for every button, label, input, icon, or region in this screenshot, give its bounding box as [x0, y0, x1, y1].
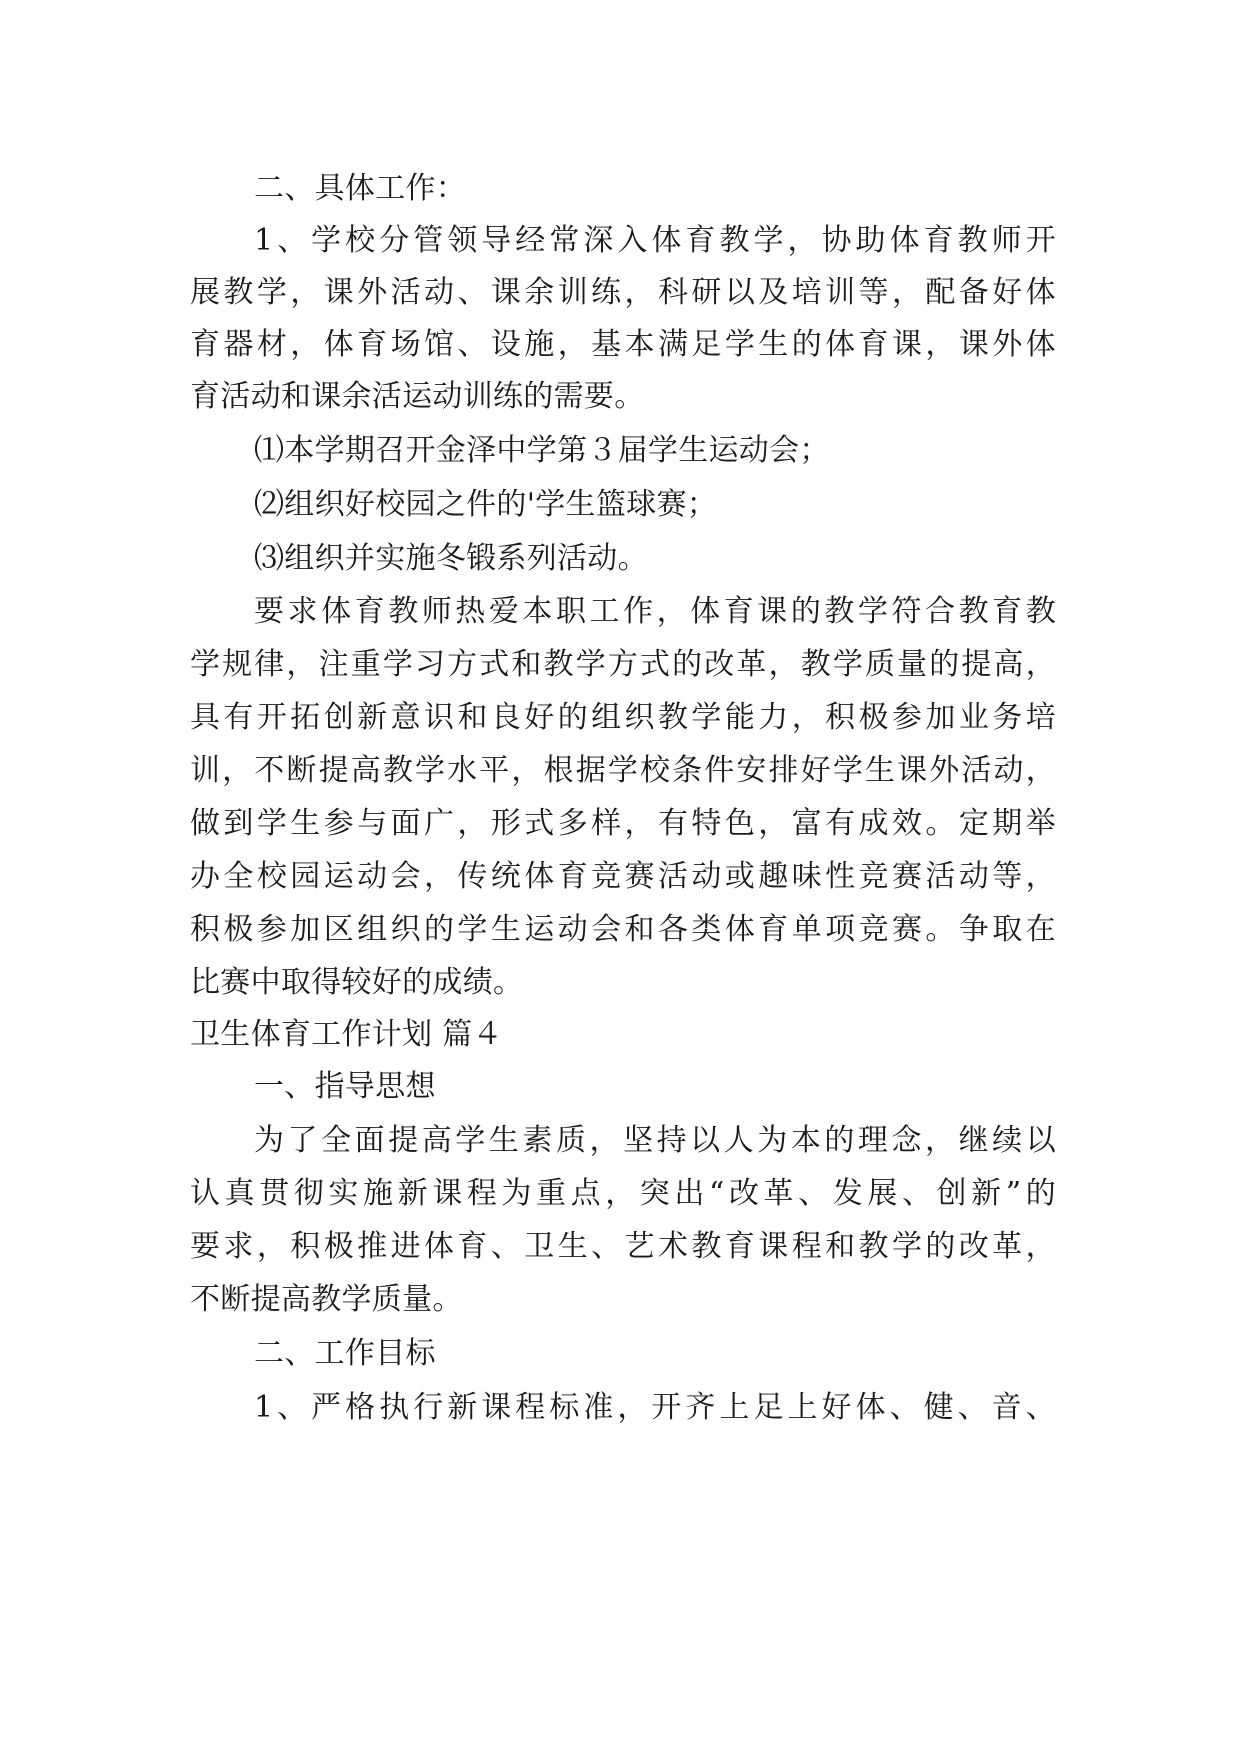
paragraph-line: 1、严格执行新课程标准，开齐上足上好体、健、音、: [254, 1390, 1056, 1425]
paragraph-line: 具有开拓创新意识和良好的组织教学能力，积极参加业务培: [190, 700, 1056, 735]
paragraph-line: 训，不断提高教学水平，根据学校条件安排好学生课外活动，: [190, 753, 1056, 788]
paragraph-line: 做到学生参与面广，形式多样，有特色，富有成效。定期举: [190, 806, 1056, 841]
list-item: ⑴本学期召开金泽中学第３届学生运动会；: [254, 433, 830, 468]
document-page: [190, 160, 1056, 1600]
paragraph-line: 育器材，体育场馆、设施，基本满足学生的体育课，课外体: [190, 327, 1056, 362]
list-item: ⑵组织好校园之件的'学生篮球赛；: [254, 487, 718, 522]
paragraph-line: 要求，积极推进体育、卫生、艺术教育课程和教学的改革，: [190, 1229, 1056, 1264]
paragraph-line: 育活动和课余活运动训练的需要。: [190, 379, 645, 414]
paragraph-line: 为了全面提高学生素质，坚持以人为本的理念，继续以: [254, 1123, 1056, 1158]
paragraph-line: 1、学校分管领导经常深入体育教学，协助体育教师开: [254, 223, 1056, 258]
section-heading-specific-work: 二、具体工作：: [254, 171, 467, 206]
paragraph-line: 积极参加区组织的学生运动会和各类体育单项竞赛。争取在: [190, 912, 1056, 947]
section-heading-guiding-ideology: 一、指导思想: [254, 1069, 436, 1104]
paragraph-line: 要求体育教师热爱本职工作，体育课的教学符合教育教: [254, 594, 1056, 629]
paragraph-line: 办全校园运动会，传统体育竞赛活动或趣味性竞赛活动等，: [190, 859, 1056, 894]
paragraph-line: 认真贯彻实施新课程为重点，突出“改革、发展、创新”的: [190, 1176, 1056, 1211]
paragraph-line: 展教学，课外活动、课余训练，科研以及培训等，配备好体: [190, 275, 1056, 310]
paragraph-line: 比赛中取得较好的成绩。: [190, 965, 524, 1000]
paragraph-line: 不断提高教学质量。: [190, 1282, 463, 1317]
document-title-section-4: 卫生体育工作计划 篇４: [190, 1017, 503, 1052]
section-heading-work-goals: 二、工作目标: [254, 1336, 436, 1371]
list-item: ⑶组织并实施冬锻系列活动。: [254, 541, 648, 576]
paragraph-line: 学规律，注重学习方式和教学方式的改革，教学质量的提高，: [190, 647, 1056, 682]
